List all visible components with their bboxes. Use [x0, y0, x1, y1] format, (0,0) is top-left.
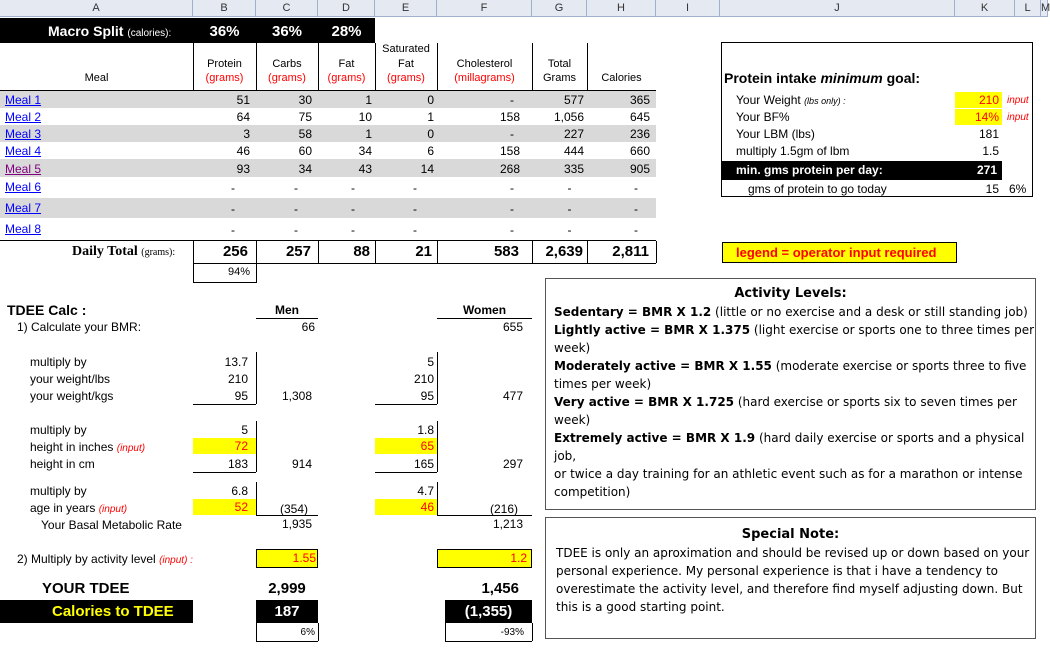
meal-carbs[interactable]: -: [294, 202, 298, 216]
meal-calories[interactable]: 365: [629, 93, 650, 107]
height-in-label: height in inches (input): [30, 440, 146, 454]
col-header-a[interactable]: A: [0, 0, 193, 17]
togo-label: gms of protein to go today: [748, 182, 887, 196]
weight-input-tag: input: [1007, 95, 1029, 106]
bf-input[interactable]: 14%: [974, 110, 999, 124]
women-cal-to: (1,355): [464, 603, 513, 620]
col-header-c[interactable]: C: [256, 0, 318, 17]
women-weight-kgs: 95: [420, 389, 434, 403]
daily-total-grams[interactable]: 2,639: [545, 243, 583, 260]
height-cm-label: height in cm: [30, 457, 95, 471]
step2-label: 2) Multiply by activity level (input) :: [17, 552, 193, 566]
meal-carbs[interactable]: 60: [298, 144, 312, 158]
macro-carbs-pct: 36%: [271, 23, 303, 40]
special-note-box[interactable]: [545, 517, 1036, 639]
meal-carbs[interactable]: -: [294, 181, 298, 195]
meal-carbs[interactable]: 75: [298, 110, 312, 124]
activity-title: Activity Levels:: [734, 286, 847, 301]
women-height-input[interactable]: 65: [420, 439, 434, 453]
daily-carbs[interactable]: 257: [285, 243, 311, 260]
col-header-i[interactable]: I: [656, 0, 720, 17]
macro-protein-pct: 36%: [209, 23, 240, 40]
meal-calories[interactable]: -: [634, 202, 638, 216]
legend-text: legend = operator input required: [736, 245, 937, 260]
header-protein: Protein: [207, 58, 242, 70]
men-bmr: 1,935: [281, 517, 312, 531]
col-header-f[interactable]: F: [437, 0, 532, 17]
meal-fat[interactable]: -: [351, 181, 355, 195]
meal-protein[interactable]: 93: [236, 162, 250, 176]
note-line: TDEE is only an aproximation and should be revised up or down based on your: [556, 546, 1030, 560]
meal-calories[interactable]: 645: [629, 110, 650, 124]
mult-value: 1.5: [982, 144, 999, 158]
women-height-result: 297: [502, 457, 523, 471]
men-cal-to: 187: [274, 603, 300, 620]
col-header-b[interactable]: B: [193, 0, 256, 17]
meal-link[interactable]: Meal 3: [5, 127, 42, 141]
meal-fat[interactable]: 10: [358, 110, 372, 124]
meal-fat[interactable]: 34: [358, 144, 372, 158]
meal-carbs[interactable]: 58: [298, 127, 312, 141]
height-mult-label: multiply by: [30, 423, 87, 437]
meal-satfat[interactable]: -: [413, 223, 417, 237]
meal-protein[interactable]: -: [231, 181, 235, 195]
bf-label: Your BF%: [736, 110, 790, 124]
daily-satfat[interactable]: 21: [415, 243, 432, 260]
meal-carbs[interactable]: 34: [298, 162, 312, 176]
meal-satfat[interactable]: -: [413, 181, 417, 195]
togo-pct: 6%: [1009, 182, 1027, 196]
lbm-value: 181: [978, 127, 999, 141]
col-header-j[interactable]: J: [720, 0, 955, 17]
meal-carbs[interactable]: -: [294, 223, 298, 237]
col-header-e[interactable]: E: [375, 0, 437, 17]
women-age-result: (216): [489, 502, 518, 516]
meal-link[interactable]: Meal 7: [5, 201, 42, 215]
meal-protein[interactable]: 64: [236, 110, 250, 124]
tdee-title: TDEE Calc :: [7, 302, 87, 318]
activity-line: times per week): [554, 377, 652, 391]
meal-protein[interactable]: 51: [236, 93, 250, 107]
women-activity-input[interactable]: 1.2: [510, 551, 527, 565]
women-base: 655: [502, 320, 523, 334]
meal-cholesterol[interactable]: 158: [499, 144, 520, 158]
meal-satfat[interactable]: 1: [427, 110, 434, 124]
header-cholesterol: Cholesterol: [456, 58, 513, 70]
meal-cholesterol[interactable]: 158: [499, 110, 520, 124]
women-tdee: 1,456: [481, 580, 519, 597]
cal-to-tdee-label: Calories to TDEE: [52, 603, 174, 620]
meal-satfat[interactable]: 0: [427, 127, 434, 141]
header-fat: Fat: [338, 58, 355, 70]
weight-input[interactable]: 210: [978, 93, 999, 107]
men-height-factor: 5: [241, 423, 248, 437]
meal-protein[interactable]: -: [231, 202, 235, 216]
women-cal-pct: -93%: [500, 627, 524, 638]
meal-fat[interactable]: -: [351, 223, 355, 237]
meal-calories[interactable]: -: [634, 181, 638, 195]
meal-calories[interactable]: 236: [629, 127, 650, 141]
meal-total-grams[interactable]: 335: [563, 162, 584, 176]
daily-protein[interactable]: 256: [222, 243, 248, 260]
note-title: Special Note:: [741, 527, 840, 542]
meal-total-grams[interactable]: 577: [563, 93, 584, 107]
meal-total-grams[interactable]: -: [567, 223, 572, 237]
note-line: this is a good starting point.: [556, 600, 725, 614]
men-weight-lbs: 210: [227, 372, 248, 386]
activity-levels-box[interactable]: [545, 278, 1036, 510]
meal-protein[interactable]: 46: [236, 144, 250, 158]
meal-satfat[interactable]: 0: [427, 93, 434, 107]
meal-link[interactable]: Meal 1: [5, 93, 42, 107]
meal-link[interactable]: Meal 6: [5, 180, 42, 194]
tdee-step1: 1) Calculate your BMR:: [17, 320, 142, 334]
meal-fat[interactable]: 43: [358, 162, 372, 176]
activity-line: Sedentary = BMR X 1.2 (little or no exercise and a desk or still standing job): [554, 305, 1028, 319]
col-header-d[interactable]: D: [318, 0, 375, 17]
header-satfat-unit: (grams): [387, 72, 425, 84]
meal-total-grams[interactable]: -: [567, 202, 572, 216]
col-header-g[interactable]: G: [532, 0, 587, 17]
women-weight-result: 477: [502, 389, 523, 403]
meal-protein[interactable]: 3: [243, 127, 250, 141]
meal-cholesterol[interactable]: -: [510, 181, 514, 195]
men-age-result: (354): [279, 502, 308, 516]
header-carbs-unit: (grams): [268, 72, 306, 84]
activity-line: Very active = BMR X 1.725 (hard exercise or sports six to seven times per week): [554, 395, 1017, 427]
your-tdee-label: YOUR TDEE: [42, 580, 130, 597]
lbm-label: Your LBM (lbs): [736, 127, 815, 141]
meal-cholesterol[interactable]: -: [510, 202, 514, 216]
women-height-cm: 165: [413, 457, 434, 471]
meal-link[interactable]: Meal 8: [5, 222, 42, 236]
women-weight-factor: 5: [427, 355, 434, 369]
age-label: age in years (input): [30, 501, 128, 515]
header-satfat-1: Saturated: [382, 43, 430, 55]
activity-line: or twice a day training for an athletic event such as for a marathon or intense: [554, 467, 1023, 481]
meal-cholesterol[interactable]: -: [510, 223, 514, 237]
note-line: overestimate the activity level, and therefore find myself adjusting down. But: [556, 582, 1023, 596]
bf-input-tag: input: [1007, 112, 1029, 123]
men-age-input[interactable]: 52: [234, 500, 248, 514]
mult-label: multiply 1.5gm of lbm: [736, 144, 850, 158]
daily-total-label: Daily Total (grams):: [72, 244, 176, 259]
meal-calories[interactable]: -: [634, 223, 638, 237]
men-header: Men: [275, 303, 299, 317]
note-line: personal experience. My personal experience is that i have a tendency to: [556, 564, 999, 578]
men-weight-factor: 13.7: [224, 355, 248, 369]
meal-link[interactable]: Meal 5: [5, 162, 42, 176]
age-mult-label: multiply by: [30, 484, 87, 498]
weight-kgs-label: your weight/kgs: [30, 389, 114, 403]
meal-protein[interactable]: -: [231, 223, 235, 237]
meal-cholesterol[interactable]: -: [510, 127, 514, 141]
daily-fat[interactable]: 88: [353, 243, 370, 260]
men-weight-kgs: 95: [234, 389, 248, 403]
meal-total-grams[interactable]: 227: [563, 127, 584, 141]
meal-carbs[interactable]: 30: [298, 93, 312, 107]
protein-goal-title: Protein intake minimum goal:: [724, 70, 921, 86]
meal-satfat[interactable]: -: [413, 202, 417, 216]
togo-value: 15: [985, 182, 999, 196]
meal-calories[interactable]: 905: [629, 162, 650, 176]
activity-line: week): [554, 341, 591, 355]
header-cholesterol-unit: (millagrams): [454, 72, 515, 84]
daily-cholesterol[interactable]: 583: [493, 243, 519, 260]
men-tdee: 2,999: [268, 580, 306, 597]
weight-label: Your Weight (lbs only) :: [736, 93, 846, 107]
min-protein-value: 271: [976, 163, 997, 177]
men-activity-input[interactable]: 1.55: [292, 551, 316, 565]
meal-link[interactable]: Meal 2: [5, 110, 42, 124]
meal-cholesterol[interactable]: -: [510, 93, 514, 107]
macro-split-title: Macro Split (calories):: [48, 23, 172, 39]
col-header-m[interactable]: M: [1041, 0, 1048, 17]
meal-total-grams[interactable]: 1,056: [553, 110, 584, 124]
macro-fat-pct: 28%: [331, 23, 362, 40]
col-header-h[interactable]: H: [587, 0, 656, 17]
women-weight-lbs: 210: [413, 372, 434, 386]
header-total: Total: [547, 58, 572, 70]
activity-line: Moderately active = BMR X 1.55 (moderate exercise or sports three to five: [554, 359, 1027, 373]
men-height-result: 914: [291, 457, 312, 471]
min-protein-label: min. gms protein per day:: [736, 163, 883, 177]
women-age-input[interactable]: 46: [420, 500, 434, 514]
meal-fat[interactable]: 1: [365, 127, 372, 141]
meal-cholesterol[interactable]: 268: [499, 162, 520, 176]
activity-line: competition): [554, 485, 631, 499]
men-height-input[interactable]: 72: [234, 439, 248, 453]
meal-satfat[interactable]: 14: [420, 162, 434, 176]
men-base: 66: [301, 320, 315, 334]
header-satfat-2: Fat: [398, 58, 414, 70]
header-protein-unit: (grams): [205, 72, 244, 84]
header-calories: Calories: [601, 72, 642, 84]
header-meal: Meal: [84, 72, 109, 84]
header-total-grams: Grams: [543, 72, 576, 84]
meal-calories[interactable]: 660: [629, 144, 650, 158]
women-bmr: 1,213: [492, 517, 523, 531]
weight-lbs-label: your weight/lbs: [30, 372, 111, 386]
meal-link[interactable]: Meal 4: [5, 144, 42, 158]
men-weight-result: 1,308: [281, 389, 312, 403]
men-height-cm: 183: [227, 457, 248, 471]
meal-total-grams[interactable]: -: [567, 181, 572, 195]
header-fat-unit: (grams): [327, 72, 366, 84]
daily-calories[interactable]: 2,811: [612, 243, 649, 260]
header-carbs: Carbs: [272, 58, 302, 70]
meal-fat[interactable]: -: [351, 202, 355, 216]
activity-line: Lightly active = BMR X 1.375 (light exercise or sports one to three times per: [554, 323, 1035, 337]
men-age-factor: 6.8: [231, 484, 248, 498]
activity-line: Extremely active = BMR X 1.9 (hard daily exercise or sports and a physical job,: [554, 431, 1025, 463]
women-age-factor: 4.7: [417, 484, 434, 498]
men-cal-pct: 6%: [300, 627, 315, 638]
col-header-l[interactable]: L: [1015, 0, 1041, 17]
meal-satfat[interactable]: 6: [427, 144, 434, 158]
meal-total-grams[interactable]: 444: [563, 144, 584, 158]
daily-protein-pct: 94%: [227, 266, 250, 278]
weight-mult-label: multiply by: [30, 355, 87, 369]
meal-fat[interactable]: 1: [365, 93, 372, 107]
col-header-k[interactable]: K: [955, 0, 1015, 17]
women-header: Women: [462, 303, 507, 317]
women-height-factor: 1.8: [417, 423, 434, 437]
bmr-label: Your Basal Metabolic Rate: [41, 518, 182, 532]
